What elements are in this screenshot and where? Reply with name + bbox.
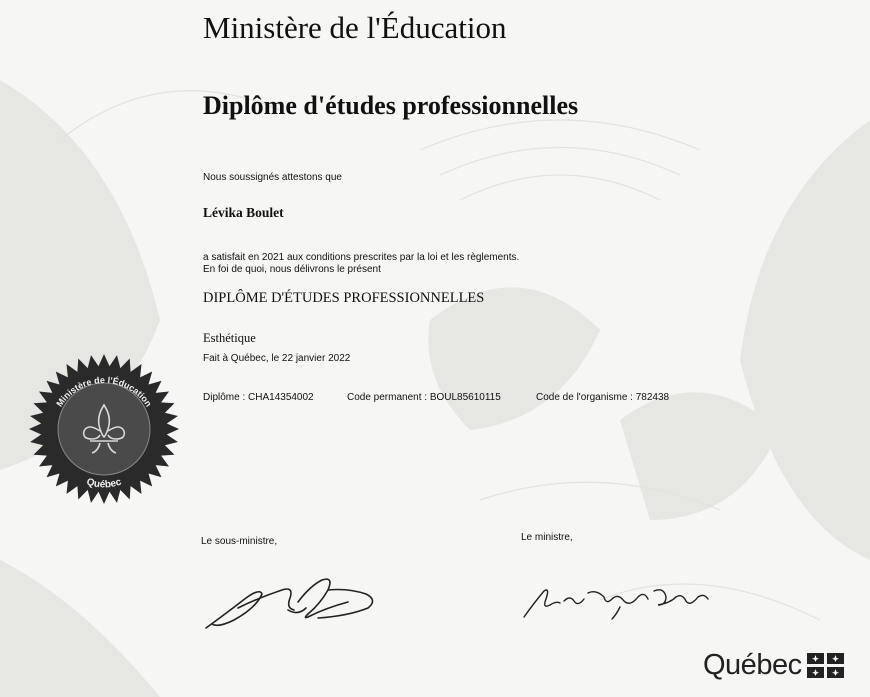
delivery-text: En foi de quoi, nous délivrons le présent (203, 264, 381, 275)
permanent-code: Code permanent : BOUL85610115 (347, 392, 501, 403)
program-name: Esthétique (203, 331, 256, 345)
minister-signature (520, 583, 710, 623)
minister-title: Le ministre, (521, 532, 573, 543)
place-date: Fait à Québec, le 22 janvier 2022 (203, 353, 351, 364)
ministry-seal (28, 353, 180, 505)
ministry-name: Ministère de l'Éducation (203, 10, 507, 45)
attestation-text: Nous soussignés attestons que (203, 172, 342, 183)
seal-bottom-text: Québec (85, 476, 123, 491)
organization-code: Code de l'organisme : 782438 (536, 392, 670, 403)
vice-minister-title: Le sous-ministre, (201, 536, 278, 547)
quebec-wordmark: Québec (703, 648, 802, 681)
seal-top-text: Ministère de l'Éducation (54, 374, 154, 409)
conditions-text: a satisfait en 2021 aux conditions prescrites par la loi et les règlements. (203, 252, 520, 263)
diploma-name: DIPLÔME D'ÉTUDES PROFESSIONNELLES (203, 290, 485, 306)
quebec-flag-icon (807, 653, 844, 678)
diploma-title: Diplôme d'études professionnelles (203, 91, 579, 120)
diploma-number: Diplôme : CHA14354002 (203, 392, 314, 403)
vice-minister-signature (198, 568, 396, 636)
quebec-logo (703, 647, 844, 683)
recipient-name: Lévika Boulet (203, 205, 284, 220)
